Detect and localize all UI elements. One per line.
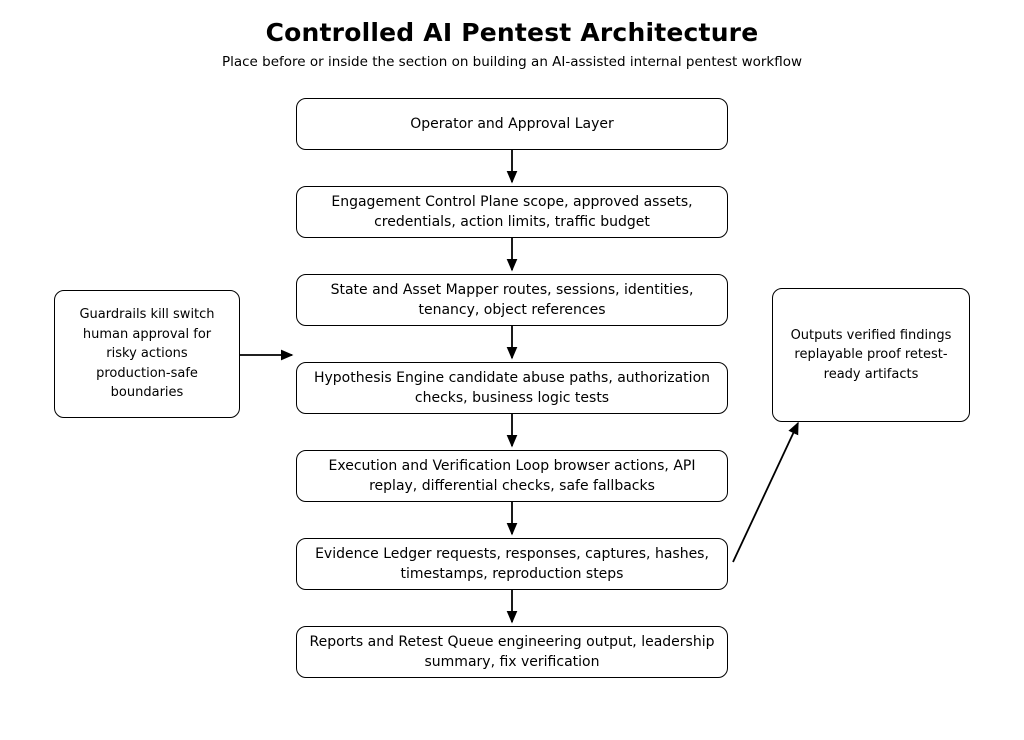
node-evidence-ledger[interactable]: [296, 538, 728, 590]
node-execution-loop-label: Execution and Verification Loop browser actions, API replay, differential checks, safe fallbacks: [328, 457, 696, 494]
node-guardrails-label: Guardrails kill switch human approval for risky actions production-safe boundaries: [79, 307, 215, 401]
node-hypothesis-engine-label: Hypothesis Engine candidate abuse paths, authorization checks, business logic tests: [313, 369, 711, 406]
node-operator[interactable]: [296, 98, 728, 150]
node-asset-mapper-label: State and Asset Mapper routes, sessions, identities, tenancy, object references: [330, 281, 694, 318]
node-control-plane[interactable]: [296, 186, 728, 238]
node-outputs[interactable]: [772, 288, 970, 422]
node-guardrails[interactable]: [54, 290, 240, 418]
node-reports-queue[interactable]: [296, 626, 728, 678]
node-hypothesis-engine[interactable]: [296, 362, 728, 414]
node-asset-mapper[interactable]: [296, 274, 728, 326]
node-control-plane-label: Engagement Control Plane scope, approved assets, credentials, action limits, traffic budget: [331, 193, 693, 230]
arrow-evidence-to-outputs: [733, 423, 798, 562]
page-title: Controlled AI Pentest Architecture: [265, 18, 759, 47]
node-operator-label: Operator and Approval Layer: [410, 115, 614, 132]
page-subtitle: Place before or inside the section on building an AI-assisted internal pentest workflow: [221, 54, 803, 70]
node-outputs-label: Outputs verified findings replayable proof retest-ready artifacts: [790, 327, 952, 382]
node-execution-loop[interactable]: [296, 450, 728, 502]
node-reports-queue-label: Reports and Retest Queue engineering output, leadership summary, fix verification: [309, 633, 715, 670]
node-evidence-ledger-label: Evidence Ledger requests, responses, captures, hashes, timestamps, reproduction steps: [315, 545, 709, 582]
